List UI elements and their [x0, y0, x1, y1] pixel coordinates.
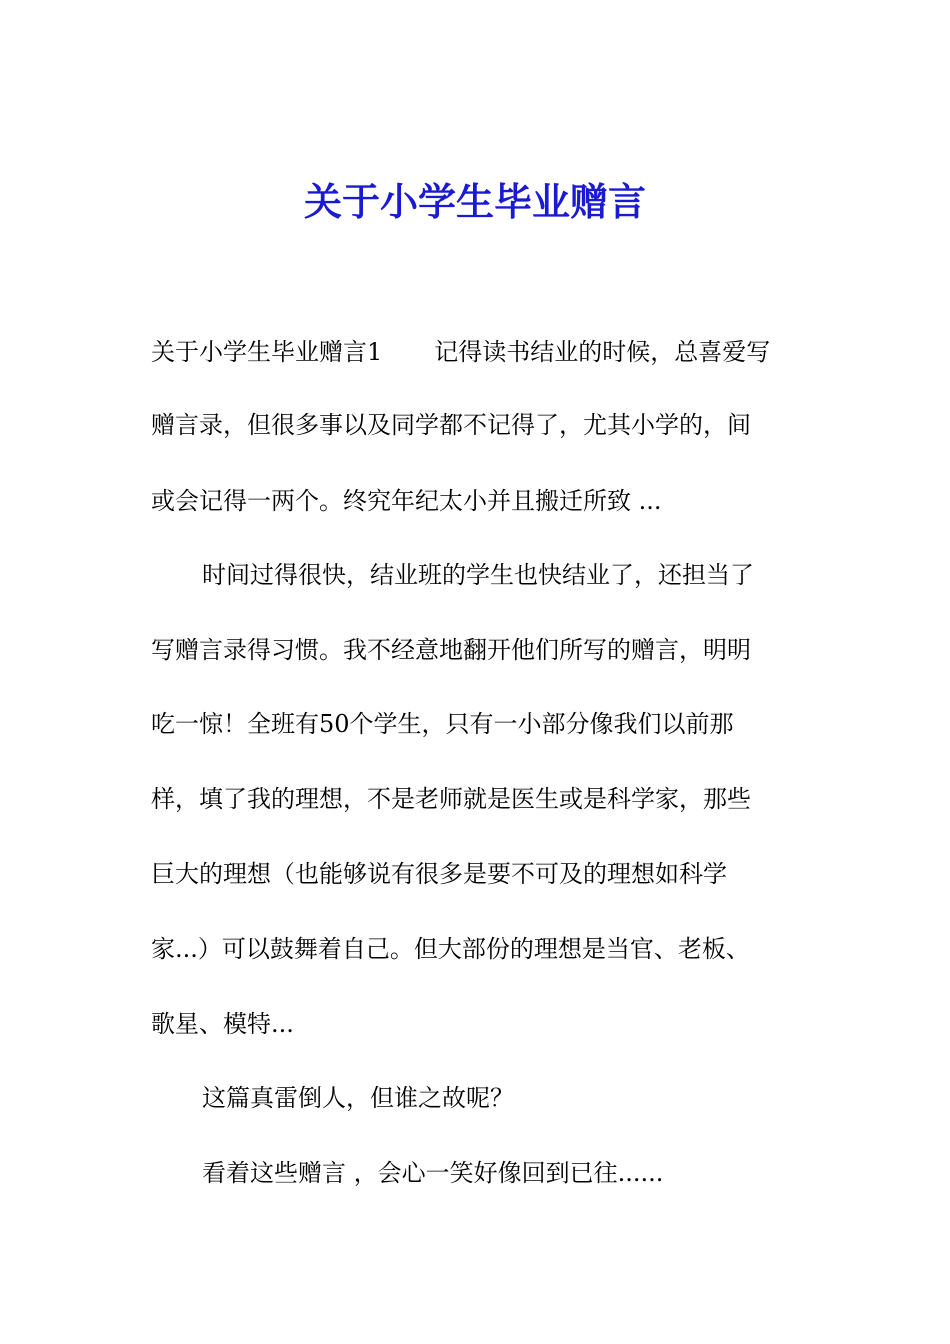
- paragraph-line-10: 歌星、模特...: [151, 1010, 294, 1038]
- paragraph-line-7: 样，填了我的理想，不是老师就是医生或是科学家，那些: [151, 785, 751, 813]
- paragraph-line-3: 或会记得一两个。终究年纪太小并且搬迁所致 ...: [151, 487, 662, 515]
- paragraph-line-6: 吃一惊！全班有50个学生，只有一小部分像我们以前那: [151, 710, 734, 738]
- paragraph-line-1: [151, 332, 831, 372]
- paragraph-line-9: 家...）可以鼓舞着自己。但大部份的理想是当官、老板、: [151, 935, 750, 963]
- line-text: 记得读书结业的时候，总喜爱写: [434, 338, 771, 366]
- paragraph-line-5: 写赠言录得习惯。我不经意地翻开他们所写的赠言，明明: [151, 636, 751, 664]
- paragraph-line-8: 巨大的理想（也能够说有很多是要不可及的理想如科学: [151, 860, 727, 888]
- paragraph-line-11: 这篇真雷倒人，但谁之故呢？: [202, 1084, 514, 1112]
- paragraph-line-12: 看着这些赠言 ，会心一笑好像回到已往......: [202, 1159, 664, 1187]
- paragraph-line-2: 赠言录，但很多事以及同学都不记得了，尤其小学的，间: [151, 411, 751, 439]
- paragraph-line-4: 时间过得很快，结业班的学生也快结业了，还担当了: [202, 561, 754, 589]
- section-heading: 关于小学生毕业赠言1: [151, 338, 383, 366]
- page-title: 关于小学生毕业赠言: [303, 179, 646, 224]
